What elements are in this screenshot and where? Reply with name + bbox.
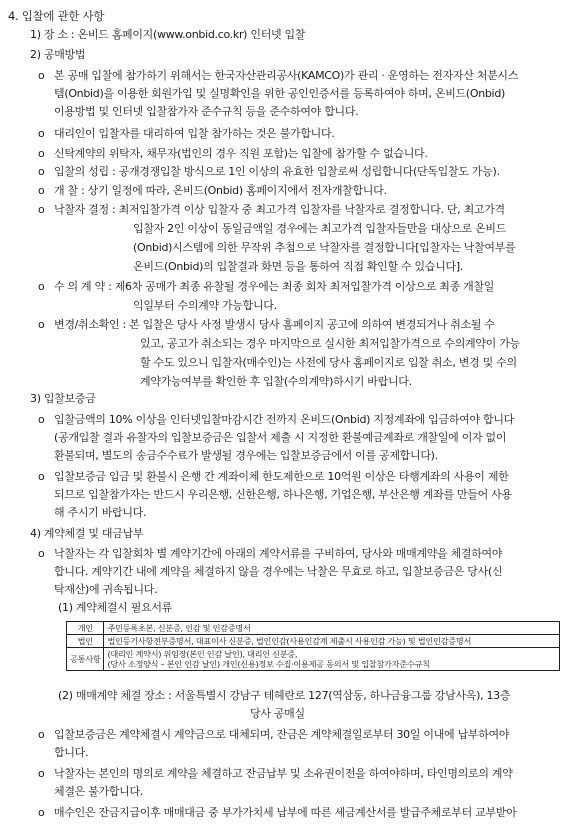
bullet-icon: o	[38, 547, 45, 560]
bullet-icon: o	[38, 413, 45, 426]
heading-auction-method: 2) 공매방법	[30, 48, 86, 61]
bullet-icon: o	[38, 318, 45, 331]
bullet-icon: o	[38, 203, 45, 216]
heading-contract: 4) 계약체결 및 대금납부	[30, 527, 144, 540]
paragraph-line: 이용방법 및 인터넷 입찰참가자 준수규칙 등을 준수하여야 합니다.	[54, 105, 359, 118]
bullet-icon: o	[38, 127, 45, 140]
subheading-required-docs: (1) 계약체결시 필요서류	[58, 601, 173, 614]
bullet-icon: o	[38, 806, 45, 819]
paragraph-line: 입찰의 성립 : 공개경쟁입찰 방식으로 1인 이상의 유효한 입찰로써 성립합니다(단독입찰도 가능).	[54, 165, 500, 178]
table-row	[67, 622, 560, 635]
paragraph-line: 개 찰 : 상기 일정에 따라, 온비드(Onbid) 홈페이지에서 전자개찰합니다.	[54, 184, 387, 197]
table-row	[67, 648, 560, 671]
bullet-icon: o	[38, 767, 45, 780]
paragraph-line: 신탁계약의 위탁자, 채무자(법인의 경우 직원 포함)는 입찰에 참가할 수 없습니다.	[54, 147, 428, 160]
paragraph-line: 계약가능여부를 확인한 후 입찰(수의계약)하시기 바랍니다.	[140, 375, 412, 388]
table-cell-value: 법인등기사항전부증명서, 대표이사 신분증, 법인인감(사용인감계 제출시 사용인감 가능) 및 법인인감증명서	[104, 635, 560, 648]
paragraph-line: (Onbid)시스템에 의한 무작위 추첨으로 낙찰자를 결정합니다[입찰자는 낙찰여부를	[133, 241, 516, 254]
paragraph-line: 입찰보증금 입금 및 환불시 은행 간 계좌이체 한도제한으로 10억원 이상은 타행계좌의 사용이 제한	[54, 470, 509, 483]
paragraph-line: 입찰금액의 10% 이상을 인터넷입찰마감시간 전까지 온비드(Onbid) 지정계좌에 입금하여야 합니다	[54, 413, 514, 426]
paragraph-line: 체결은 불가합니다.	[54, 785, 144, 798]
paragraph-line: 낙찰자 결정 : 최저입찰가격 이상 입찰자 중 최고가격 입찰자를 낙찰자로 결정합니다. 단, 최고가격	[54, 203, 505, 216]
bullet-icon: o	[38, 147, 45, 160]
bullet-icon: o	[38, 69, 45, 82]
required-documents-table	[66, 621, 560, 671]
paragraph-line: 할 수도 있으니 입찰자(매수인)는 사전에 당사 홈페이지로 입찰 취소, 변경 및 수의	[140, 356, 517, 369]
paragraph-line: 매수인은 잔금지급이후 매매대금 중 부가가치세 납부에 따른 세금계산서를 발급주체로부터 교부받아	[54, 806, 517, 819]
paragraph-line: 본 공매 입찰에 참가하기 위해서는 한국자산관리공사(KAMCO)가 관리 · 운영하는 전자자산 처분시스	[54, 69, 519, 82]
paragraph-line: 템(Onbid)을 이용한 회원가입 및 실명확인을 위한 공인인증서를 등록하여야 하며, 온비드(Onbid)	[54, 87, 505, 100]
paragraph-line: 해 주시기 바랍니다.	[54, 506, 147, 519]
paragraph-line: 합니다.	[54, 746, 89, 759]
bullet-icon: o	[38, 470, 45, 483]
table-cell-line: (대리인 계약시) 위임장(본인 인감 날인), 대리인 신분증,	[107, 649, 298, 659]
paragraph-line: (공개입찰 결과 유찰자의 입찰보증금은 입찰서 제출 시 지정한 환불예금계좌로 개찰일에 이자 없이	[54, 431, 507, 444]
paragraph-line: 합니다. 계약기간 내에 계약을 체결하지 않을 경우에는 낙찰은 무효로 하고, 입찰보증금은 당사(신	[54, 565, 503, 578]
bullet-icon: o	[38, 728, 45, 741]
paragraph-line: 되므로 입찰참가자는 반드시 우리은행, 신한은행, 하나은행, 기업은행, 부산은행 계좌를 만들어 사용	[54, 488, 512, 501]
section-title: 4. 입찰에 관한 사항	[8, 9, 105, 23]
table-cell-value	[104, 648, 560, 671]
table-row	[67, 635, 560, 648]
contract-location-line: (2) 매매계약 체결 장소 : 서울특별시 강남구 테헤란로 127(역삼동, 하나금융그룹 강남사옥), 13층	[58, 689, 511, 702]
paragraph-line: 낙찰자는 각 입찰회차 별 계약기간에 아래의 계약서류를 구비하여, 당사와 매매계약을 체결하여야	[54, 547, 503, 560]
paragraph-line: 입찰보증금은 계약체결시 계약금으로 대체되며, 잔금은 계약체결일로부터 30일 이내에 납부하여야	[54, 728, 510, 741]
paragraph-line: 탁재산)에 귀속됩니다.	[54, 583, 158, 596]
paragraph-line: 환불되며, 별도의 송금수수료가 발생될 경우에는 입찰보증금에서 이를 공제합니다).	[54, 449, 438, 462]
table-cell-value: 주민등록초본, 신분증, 인감 및 인감증명서	[104, 622, 560, 635]
bullet-icon: o	[38, 165, 45, 178]
table-cell-key: 개인	[67, 622, 104, 635]
paragraph-line: 온비드(Onbid)의 입찰결과 화면 등을 통하여 직접 확인할 수 있습니다].	[133, 260, 464, 273]
paragraph-line: 있고, 공고가 취소되는 경우 마지막으로 실시한 최저입찰가격으로 수의계약이 가능	[140, 337, 520, 350]
bullet-icon: o	[38, 184, 45, 197]
contract-location-line: 당사 공매실	[250, 707, 305, 720]
paragraph-line: 낙찰자는 본인의 명의로 계약을 체결하고 잔금납부 및 소유권이전을 하여야하며, 타인명의로의 계약	[54, 767, 513, 780]
paragraph-line: 입찰자 2인 이상이 동일금액일 경우에는 최고가격 입찰자들만을 대상으로 온비드	[133, 222, 507, 235]
table-cell-line: (당사 소정양식 – 본인 인감 날인) 개인(신용)정보 수집·이용제공 동의서 및 입찰참가자준수규칙	[107, 659, 430, 669]
paragraph-line: 익일부터 수의계약 가능합니다.	[133, 299, 277, 312]
paragraph-line: 대리인이 입찰자를 대리하여 입찰 참가하는 것은 불가합니다.	[54, 127, 335, 140]
paragraph-line: 변경/취소확인 : 본 입찰은 당사 사정 발생시 당사 홈페이지 공고에 의하여 변경되거나 취소될 수	[54, 318, 495, 331]
heading-deposit: 3) 입찰보증금	[30, 392, 96, 405]
table-cell-key: 법인	[67, 635, 104, 648]
table-cell-key: 공통사항	[67, 648, 104, 671]
bullet-icon: o	[38, 280, 45, 293]
paragraph-line: 수 의 계 약 : 제6차 공매가 최종 유찰될 경우에는 최종 회차 최저입찰가격 이상으로 최종 개찰일	[54, 280, 495, 293]
item-location: 1) 장 소 : 온비드 홈페이지(www.onbid.co.kr) 인터넷 입찰	[30, 28, 306, 41]
